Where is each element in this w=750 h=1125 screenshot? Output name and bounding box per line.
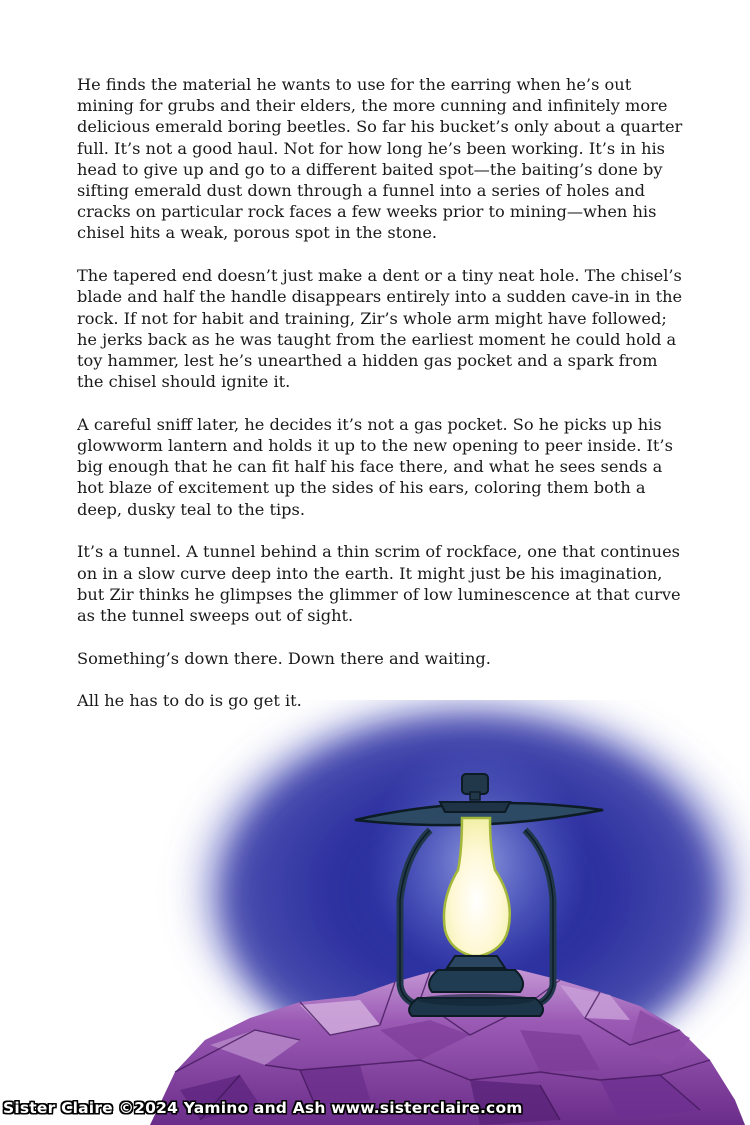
paragraph: It’s a tunnel. A tunnel behind a thin scrim of rockface, one that continues on in a slow curve deep into the earth. It might just be his imagination, but Zir thinks he glimpses the glimmer of low luminescence at that curve as the tunnel sweeps out of sight. — [77, 542, 681, 625]
paragraph: All he has to do is go get it. — [77, 691, 302, 711]
paragraph: Something’s down there. Down there and waiting. — [77, 648, 491, 668]
paragraph: He finds the material he wants to use for the earring when he’s out mining for grubs and their elders, the more cunning and infinitely more delicious emerald boring beetles. So far his bucket’s only about a quarter full. It’s not a good haul. Not for how long he’s been working. It’s in his head to give up and go to a different baited spot—the baiting’s done by sifting emerald dust down through a funnel into a series of holes and cracks on particular rock faces a few weeks prior to mining—when his chisel hits a weak, porous spot in the stone. — [77, 75, 683, 243]
paragraph: A careful sniff later, he decides it’s not a gas pocket. So he picks up his glowworm lantern and holds it up to the new opening to peer inside. It’s big enough that he can fit half his face there, and what he sees sends a hot blaze of excitement up the sides of his ears, coloring them both a deep, dusky teal to the tips. — [77, 414, 673, 519]
paragraph: The tapered end doesn’t just make a dent or a tiny neat hole. The chisel’s blade and half the handle disappears entirely into a sudden cave-in in the rock. If not for habit and training, Zir’s whole arm might have followed; he jerks back as he was taught from the earliest moment he could hold a toy hammer, lest he’s unearthed a hidden gas pocket and a spark from the chisel should ignite it. — [77, 266, 683, 392]
story-text — [77, 74, 687, 733]
lantern-illustration — [0, 700, 750, 1125]
copyright-credit: Sister Claire ©2024 Yamino and Ash www.sisterclaire.com — [3, 1099, 523, 1117]
